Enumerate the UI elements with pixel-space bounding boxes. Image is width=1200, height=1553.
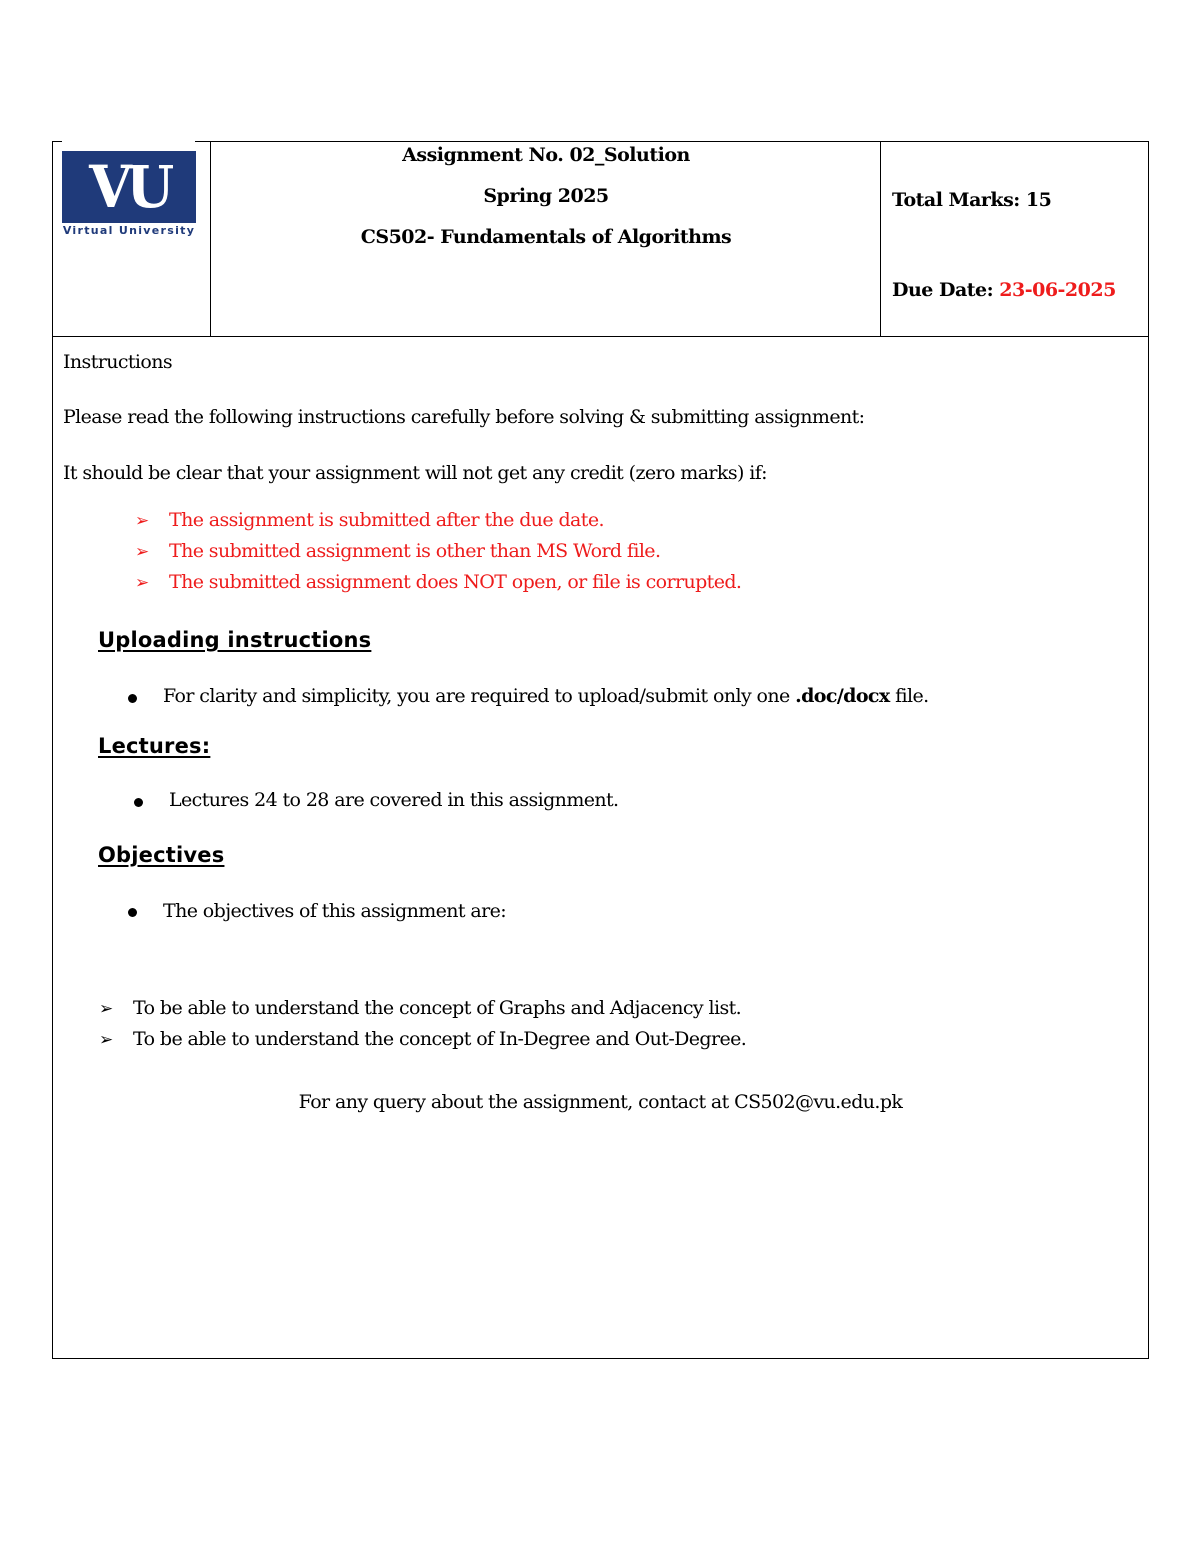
bullet-dot-icon [128,908,137,917]
objective-goal: To be able to understand the concept of Graphs and Adjacency list. [133,997,742,1019]
due-date-value: 23-06-2025 [999,279,1116,301]
objectives-item: The objectives of this assignment are: [163,900,507,922]
rule-item: The assignment is submitted after the due date. [169,509,604,531]
zero-marks-note: It should be clear that your assignment will not get any credit (zero marks) if: [63,462,767,484]
arrow-bullet-icon: ➢ [99,1030,114,1050]
instructions-heading: Instructions [63,351,173,373]
table-divider-marks [880,141,881,337]
uploading-item [163,685,929,707]
logo-letters: VU [89,153,169,221]
lectures-heading: Lectures: [98,734,211,758]
assignment-term: Spring 2025 [483,185,609,207]
bullet-dot-icon [134,798,143,807]
arrow-bullet-icon: ➢ [135,573,150,593]
total-marks: Total Marks: 15 [892,189,1052,211]
uploading-heading: Uploading instructions [98,628,372,652]
due-date-label: Due Date: [892,279,1000,301]
university-logo [62,151,196,241]
assignment-title: Assignment No. 02_Solution [402,144,690,166]
uploading-item-suffix: file. [889,685,929,707]
due-date [892,279,1116,301]
objective-goal: To be able to understand the concept of In-Degree and Out-Degree. [133,1028,747,1050]
uploading-item-prefix: For clarity and simplicity, you are required to upload/submit only one [163,685,796,707]
arrow-bullet-icon: ➢ [135,511,150,531]
uploading-item-format: .doc/docx [795,685,890,707]
rule-item: The submitted assignment is other than MS Word file. [169,540,661,562]
arrow-bullet-icon: ➢ [99,999,114,1019]
arrow-bullet-icon: ➢ [135,542,150,562]
instructions-intro: Please read the following instructions carefully before solving & submitting assignment: [63,406,865,428]
bullet-dot-icon [128,694,137,703]
rule-item: The submitted assignment does NOT open, or file is corrupted. [169,571,742,593]
logo-mark [62,151,196,223]
table-divider-logo [210,141,211,337]
lectures-item: Lectures 24 to 28 are covered in this assignment. [169,789,619,811]
course-name: CS502- Fundamentals of Algorithms [360,226,732,248]
objectives-heading: Objectives [98,843,225,867]
contact-line: For any query about the assignment, contact at CS502@vu.edu.pk [298,1091,903,1113]
logo-caption: Virtual University [62,224,196,237]
